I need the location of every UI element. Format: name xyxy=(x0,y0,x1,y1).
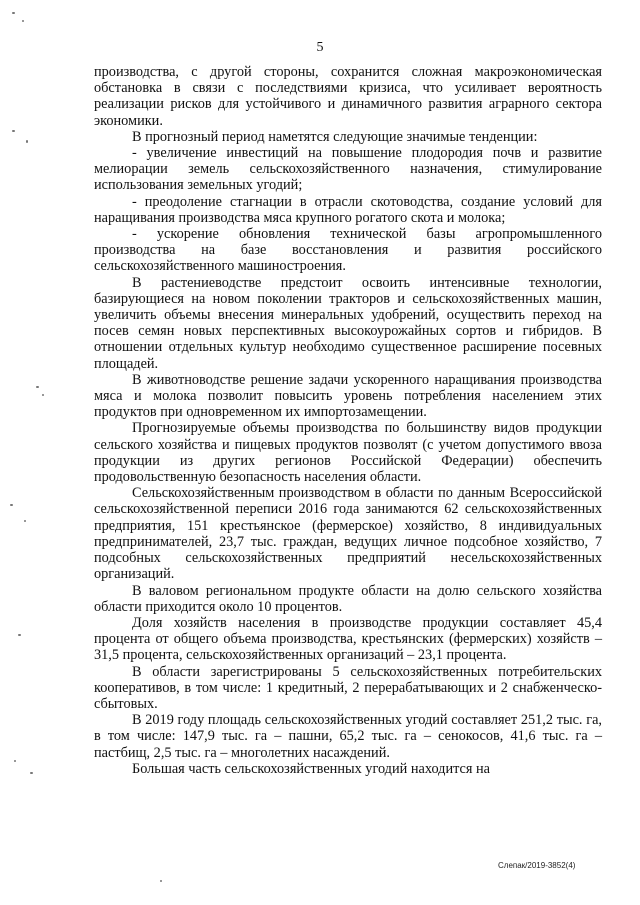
document-body xyxy=(94,64,602,777)
paragraph: В растениеводстве предстоит освоить интенсивные технологии, базирующиеся на новом поколении тракторов и сельскохозяйственных машин, увеличить объемы внесения минеральных удобрений, осуществить переход на посев семян новых перспективных высокоурожайных сортов и гибридов. В отношении отдельных культур необходимо существенное расширение посевных площадей. xyxy=(94,274,602,372)
paragraph: производства, с другой стороны, сохранится сложная макроэкономическая обстановка в связи с последствиями кризиса, что усиливает вероятность реализации рисков для устойчивого и динамичного развития аграрного сектора экономики. xyxy=(94,64,602,129)
paragraph: В животноводстве решение задачи ускоренного наращивания производства мяса и молока позволит повысить уровень потребления населением этих продуктов при одновременном их импортозамещении. xyxy=(94,371,602,421)
page-number: 5 xyxy=(316,40,324,55)
paragraph: В валовом региональном продукте области на долю сельского хозяйства области приходится около 10 процентов. xyxy=(94,582,602,615)
paragraph: В области зарегистрированы 5 сельскохозяйственных потребительских кооперативов, в том числе: 1 кредитный, 2 перерабатывающих и 2 снабженческо-сбытовых. xyxy=(94,663,602,712)
document-code: Слепак/2019-3852(4) xyxy=(498,861,576,870)
paragraph: Сельскохозяйственным производством в области по данным Всероссийской сельскохозяйственной переписи 2016 года занимаются 62 сельскохозяйственных предприятия, 151 крестьянское (фермерское) хозяйство, 8 индивидуальных предпринимателей, 23,7 тыс. граждан, ведущих личное подсобное хозяйство, 7 подсобных сельскохозяйственных предприятий несельскохозяйственных организаций. xyxy=(94,485,602,583)
paragraph: В 2019 году площадь сельскохозяйственных угодий составляет 251,2 тыс. га, в том числе: 147,9 тыс. га – пашни, 65,2 тыс. га – сенокосов, 41,6 тыс. га – пастбищ, 2,5 тыс. га – многолетних насаждений. xyxy=(94,712,602,761)
paragraph: Прогнозируемые объемы производства по большинству видов продукции сельского хозяйства и пищевых продуктов позволят (с учетом допустимого ввоза продукции из других регионов Российской Федерации) обеспечить продовольственную безопасность населения области. xyxy=(94,420,602,486)
list-item: - увеличение инвестиций на повышение плодородия почв и развитие мелиорации земель сельскохозяйственного назначения, стимулирование использования земельных угодий; xyxy=(94,145,602,194)
list-item: - преодоление стагнации в отрасли скотоводства, создание условий для наращивания производства мяса крупного рогатого скота и молока; xyxy=(94,193,602,226)
list-item: - ускорение обновления технической базы агропромышленного производства на базе восстановления и развития российского сельскохозяйственного машиностроения. xyxy=(94,226,602,275)
paragraph: Доля хозяйств населения в производстве продукции составляет 45,4 процента от общего объема производства, крестьянских (фермерских) хозяйств – 31,5 процента, сельскохозяйственных организаций – 23,1 процента. xyxy=(94,614,602,664)
paragraph: В прогнозный период наметятся следующие значимые тенденции: xyxy=(132,128,538,145)
paragraph: Большая часть сельскохозяйственных угодий находится на xyxy=(132,760,491,777)
